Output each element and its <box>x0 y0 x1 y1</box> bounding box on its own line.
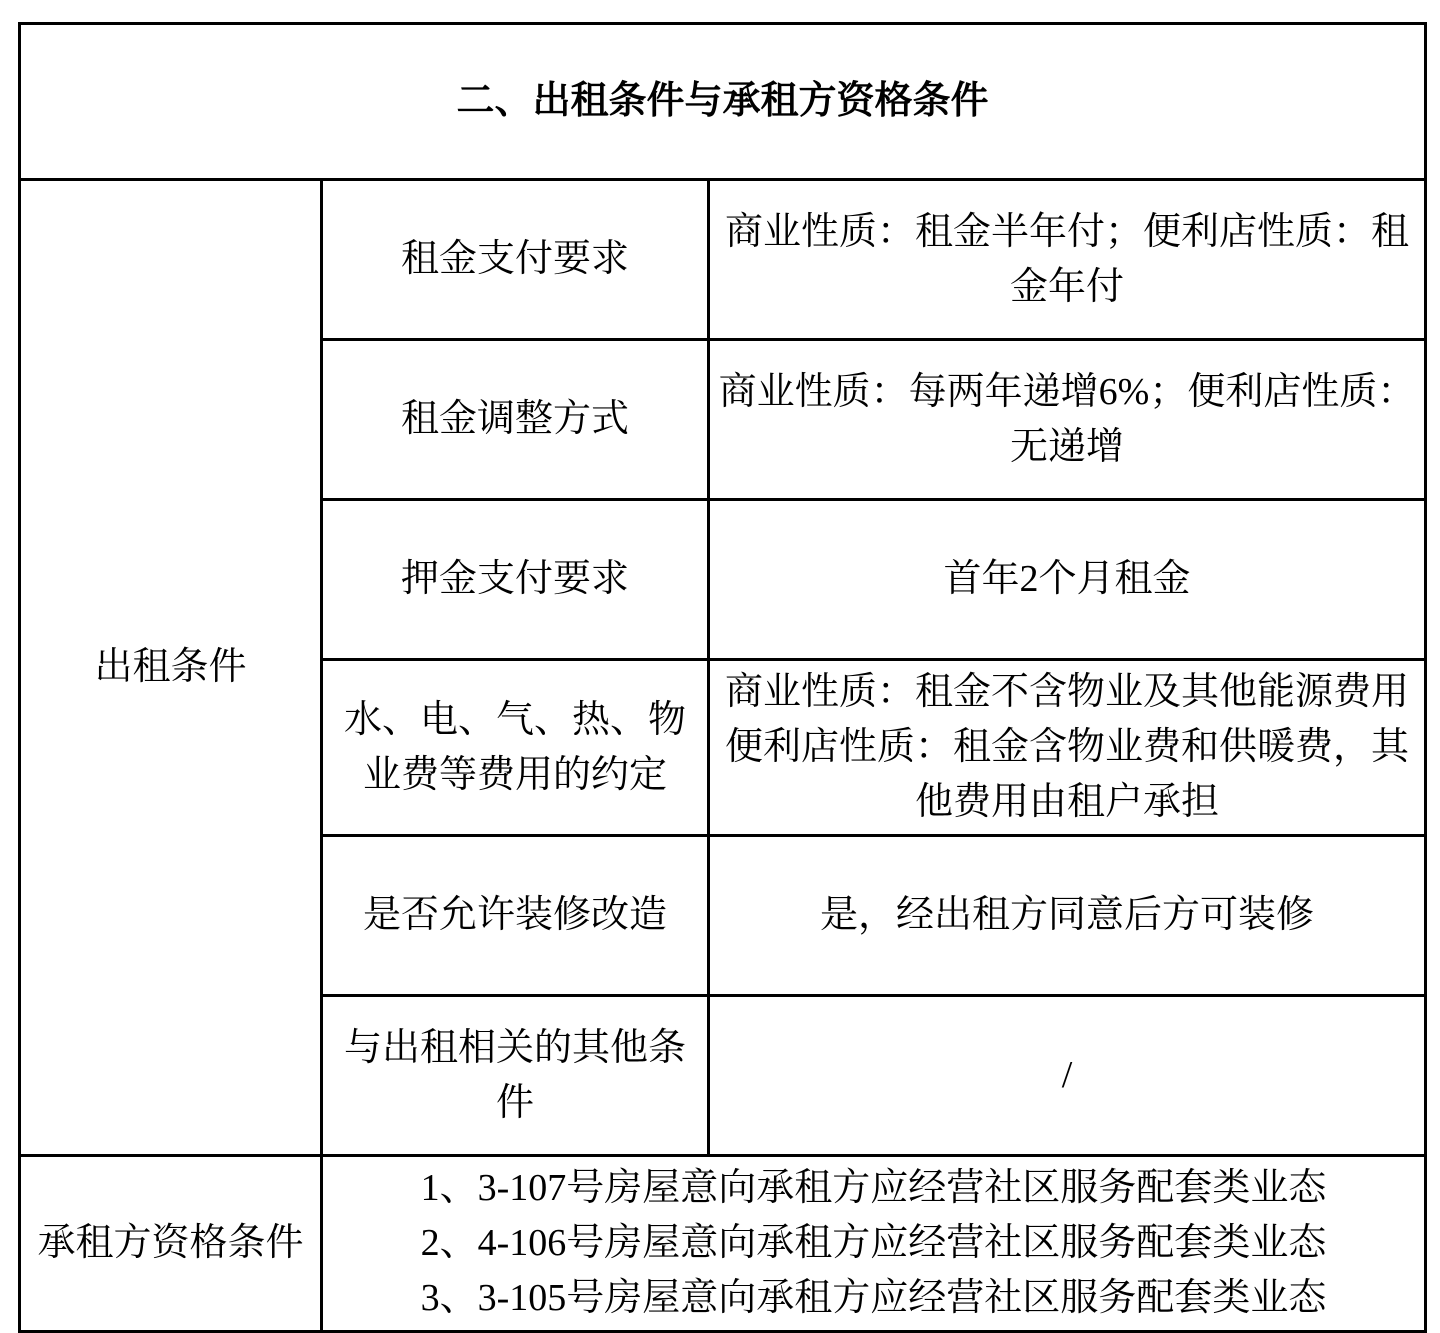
qualification-item-1: 1、3-107号房屋意向承租方应经营社区服务配套类业态 <box>420 1167 1327 1209</box>
qualification-item-2: 2、4-106号房屋意向承租方应经营社区服务配套类业态 <box>420 1222 1327 1264</box>
section-title: 二、出租条件与承租方资格条件 <box>20 24 1426 180</box>
table-row <box>20 180 1426 340</box>
other-conditions-value: / <box>709 996 1426 1156</box>
rental-conditions-group-label: 出租条件 <box>20 180 322 1156</box>
qualification-row <box>20 1156 1426 1332</box>
deposit-payment-value: 首年2个月租金 <box>709 500 1426 660</box>
renovation-allowed-label: 是否允许装修改造 <box>322 836 709 996</box>
utilities-fees-value-line-1: 商业性质：租金不含物业及其他能源费用 <box>724 671 1409 713</box>
lease-conditions-table <box>18 22 1427 1333</box>
renovation-allowed-value: 是，经出租方同意后方可装修 <box>709 836 1426 996</box>
rent-payment-label: 租金支付要求 <box>322 180 709 340</box>
deposit-payment-label: 押金支付要求 <box>322 500 709 660</box>
rent-adjustment-label: 租金调整方式 <box>322 340 709 500</box>
utilities-fees-value-line-2: 便利店性质：租金含物业费和供暖费，其他费用由租户承担 <box>724 726 1409 823</box>
tenant-qualification-list <box>322 1156 1426 1332</box>
other-conditions-label: 与出租相关的其他条件 <box>322 996 709 1156</box>
rent-payment-value: 商业性质：租金半年付；便利店性质：租金年付 <box>709 180 1426 340</box>
utilities-fees-value <box>709 660 1426 836</box>
qualification-item-3: 3、3-105号房屋意向承租方应经营社区服务配套类业态 <box>420 1277 1327 1319</box>
tenant-qualification-label: 承租方资格条件 <box>20 1156 322 1332</box>
rent-adjustment-value: 商业性质：每两年递增6%；便利店性质：无递增 <box>709 340 1426 500</box>
title-row <box>20 24 1426 180</box>
utilities-fees-label: 水、电、气、热、物业费等费用的约定 <box>322 660 709 836</box>
